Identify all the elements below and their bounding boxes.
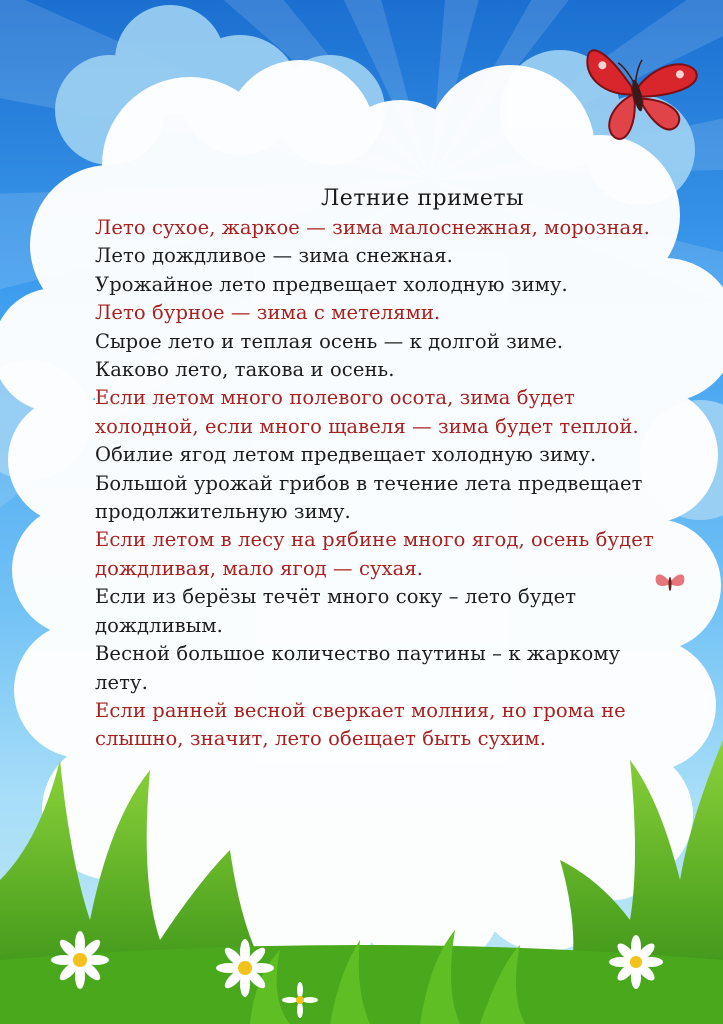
sign-item: Каково лето, такова и осень.: [95, 358, 395, 382]
sign-item: Большой урожай грибов в течение лета предвещает продолжительную зиму.: [95, 471, 643, 524]
sign-item: Если летом в лесу на рябине много ягод, осень будет дождливая, мало ягод — сухая.: [95, 528, 654, 580]
sign-item: Сырое лето и теплая осень — к долгой зиме.: [95, 329, 564, 353]
signs-list: [95, 214, 655, 754]
sign-item: Если летом много полевого осота, зима будет холодной, если много щавеля — зима будет теплой.: [95, 386, 639, 438]
sign-item: Лето бурное — зима с метелями.: [95, 301, 441, 325]
sign-item: Лето сухое, жаркое — зима малоснежная, морозная.: [95, 216, 650, 239]
small-butterfly-icon: [650, 562, 690, 602]
signs-panel: [95, 186, 655, 754]
page-title: Летние приметы: [320, 186, 525, 211]
sign-item: Урожайное лето предвещает холодную зиму.: [95, 272, 568, 296]
sign-item: Обилие ягод летом предвещает холодную зиму.: [95, 443, 597, 467]
sign-item: Если ранней весной сверкает молния, но грома не слышно, значит, лето обещает быть сухим.: [95, 698, 626, 751]
sign-item: Если из берёзы течёт много соку – лето будет дождливым.: [95, 585, 577, 637]
sign-item: Весной большое количество паутины – к жаркому лету.: [95, 642, 621, 694]
butterfly-icon: [560, 14, 710, 164]
sign-item: Лето дождливое — зима снежная.: [95, 244, 453, 268]
